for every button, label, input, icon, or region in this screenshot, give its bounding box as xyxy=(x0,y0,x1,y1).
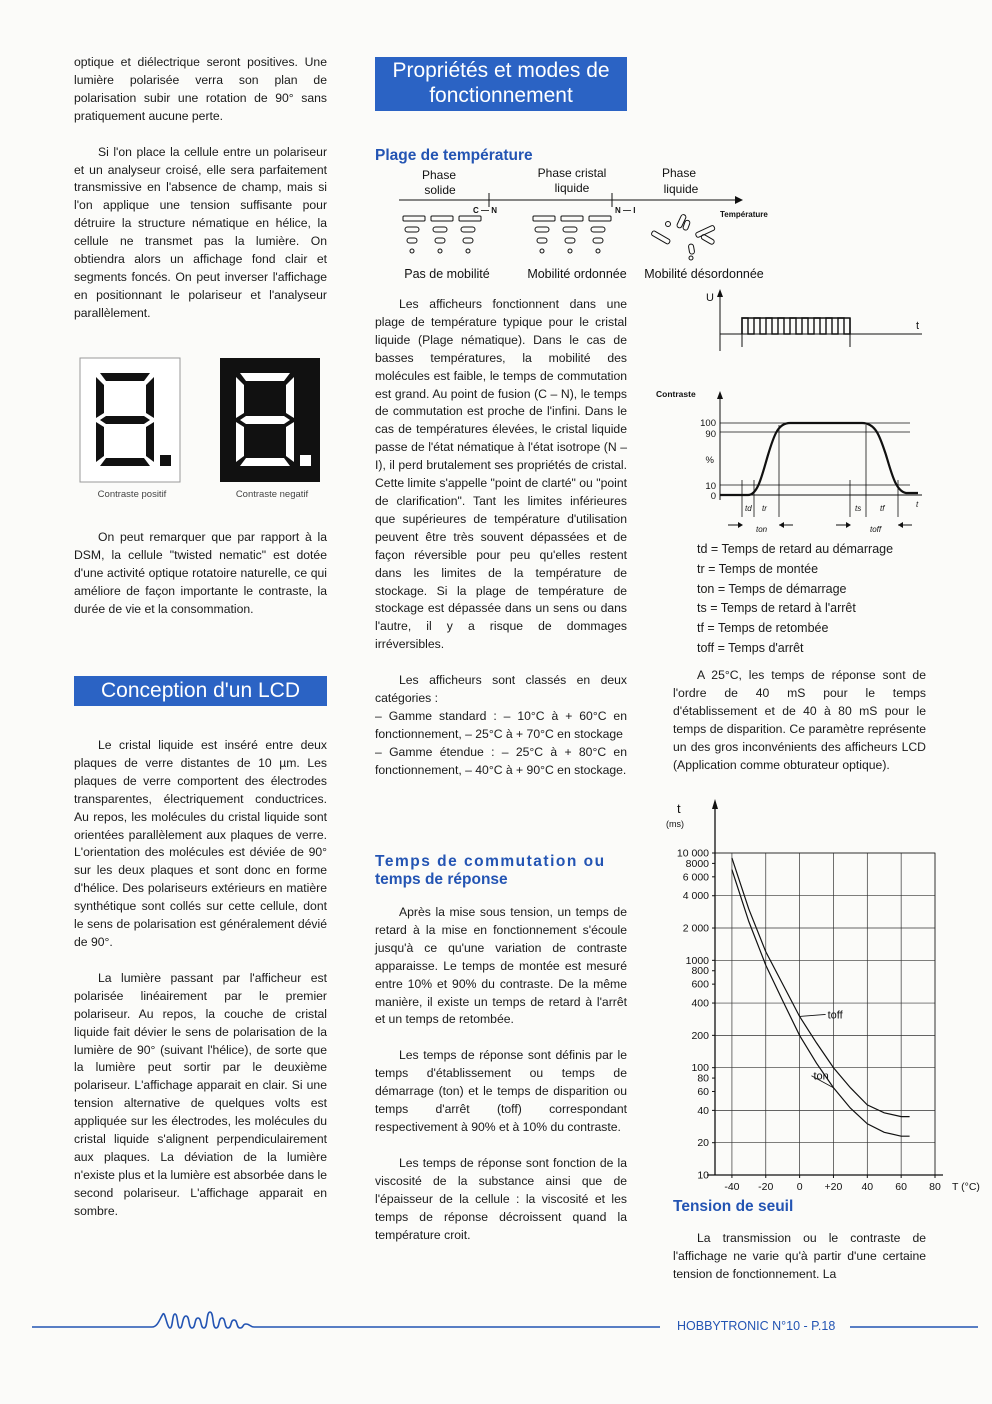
u-axis-arrow xyxy=(717,289,723,297)
y-tick-label: 8000 xyxy=(685,857,709,870)
x-tick-label: 60 xyxy=(895,1181,907,1193)
tf-label: tf xyxy=(880,504,885,513)
right-column-text-2 xyxy=(673,1230,926,1302)
paragraph: Le cristal liquide est inséré entre deux plaques de verre distantes de 10 µm. Les plaques de verre comportent des électrodes transparentes, électriquement conductrices. Au repos, les molécules du cristal liquide sont orientées parallèlement aux plaques de verre. L'orientation des molécules est déviée de 90° sur les deux plaques et sont donc en forme d'hélice. Des polariseurs extérieurs en matière synthétique sont collés sur cette cellule, dont le sens de polarisation est généralement dévié de 90°. xyxy=(74,738,327,949)
mobility-ordered-label: Mobilité ordonnée xyxy=(527,267,627,281)
phase-liquid-label: Phase xyxy=(661,166,697,180)
middle-column-text-2 xyxy=(375,904,627,1262)
paragraph: Les temps de réponse sont fonction de la viscosité de la substance ainsi que de l'épaisseur de la cellule : la viscosité et les temps de réponse décroissent quand la température croit. xyxy=(375,1155,627,1242)
y-tick-label: 6 000 xyxy=(682,871,709,884)
ts-label: ts xyxy=(855,504,862,513)
seven-segment-illustration xyxy=(78,356,332,506)
contrast-curve xyxy=(720,423,918,495)
arrow-head xyxy=(779,522,784,528)
timing-diagram xyxy=(650,285,940,541)
td-label: td xyxy=(745,504,752,513)
footer-page-label: HOBBYTRONIC N°10 - P.18 xyxy=(677,1319,836,1333)
crystal-molecules xyxy=(533,216,611,253)
y-axis-arrow xyxy=(712,799,718,809)
legend-item: td = Temps de retard au démarrage xyxy=(697,542,894,556)
liquid-molecules xyxy=(651,214,715,260)
t-end-label: t xyxy=(916,500,919,509)
y-tick-90: 90 xyxy=(705,429,716,440)
range-standard: – Gamme standard : – 10°C à + 60°C en fonctionnement, – 25°C à + 70°C en stockage xyxy=(375,708,627,741)
left-column xyxy=(74,54,327,341)
paragraph: Les afficheurs sont classés en deux catégories : xyxy=(375,673,627,706)
ton-label: ton xyxy=(756,525,768,534)
cn-label: C — N xyxy=(473,206,497,215)
x-tick-label: -40 xyxy=(724,1181,740,1193)
plot-frame xyxy=(715,853,935,1175)
legend-item: ts = Temps de retard à l'arrêt xyxy=(697,601,856,615)
legend-item: ton = Temps de démarrage xyxy=(697,582,847,596)
t-axis-label: t xyxy=(916,320,920,332)
series-label-ton: ton xyxy=(813,1070,829,1083)
subheading-line1: Temps de commutation ou xyxy=(375,853,606,870)
paragraph: La lumière passant par l'afficheur est polarisée linéairement par le premier polariseur. Au repos, la couche de cristal liquide fait dévier le sens de polarisation de la lumière de 90° (suivant l'hélice), de sorte que la lumière peut sortir par le deuxième polariseur. L'affichage apparait en clair. Si une tension alternative de quelques volts est appliquée sur les électrodes, les molécules du cristal liquide s'alignent perpendiculairement aux plaques. La déviation de la lumière n'existe plus et la lumière est absorbée dans le second polariseur. L'affichage apparait en sombre. xyxy=(74,970,327,1218)
phase-liquid-label: liquide xyxy=(663,182,699,196)
paragraph: optique et diélectrique seront positives. Une lumière polarisée verra son plan de polarisation subir une rotation de 90° sans pratiquement aucune perte. xyxy=(74,55,327,123)
phase-crystal-label: Phase cristal xyxy=(537,166,607,180)
section-banner-conception xyxy=(74,676,327,706)
phase-diagram xyxy=(395,165,795,285)
y-tick-label: 40 xyxy=(697,1104,709,1117)
response-time-chart xyxy=(650,795,990,1195)
y-tick-label: 200 xyxy=(691,1029,709,1042)
toff-label: toff xyxy=(870,525,882,534)
right-column-text xyxy=(673,667,926,792)
subheading-tension-seuil: Tension de seuil xyxy=(673,1198,794,1215)
paragraph: La transmission ou le contraste de l'affichage ne varie qu'à partir d'une certaine tension de fonctionnement. La xyxy=(673,1231,926,1281)
y-tick-10: 10 xyxy=(705,481,716,492)
caption-negative: Contraste negatif xyxy=(235,489,309,500)
paragraph: Les afficheurs fonctionnent dans une plage de température typique pour le cristal liquide (Plage nématique). Dans le cas de basses températures, la mobilité des molécules est faible, le temps de commutation est grand. Au point de fusion (C – N), le temps de commutation est proche de l'infini. Dans le cas de températures élevées, le cristal liquide passe de l'état nématique à l'état isotrope (N – I), il perd brutalement ses propriétés de cristal. Cette limite s'appelle "point de clarté" ou "point de clarification". Tant les limites inférieures que supérieures de température d'utilisation peuvent être très souvent dépassées et de façon réversible pour peu qu'elles restent dans les limites de la température de stockage. Si la plage de température de stockage est dépassée dans un sens ou dans l'autre, il y a risque de dommages irréversibles. xyxy=(375,297,627,652)
middle-column-text xyxy=(375,296,627,798)
range-extended: – Gamme étendue : – 25°C à + 80°C en fonctionnement, – 40°C à + 90°C en stockage. xyxy=(375,744,627,777)
chart-series xyxy=(732,858,910,1136)
axis-arrow xyxy=(735,196,743,204)
paragraph: Si l'on place la cellule entre un polariseur et un analyseur croisé, elle sera parfaitement transmissive en l'absence de champ, mais si l'on applique une tension suffisante pour détruire la structure nématique en hélice, la cellule ne transmet pas la lumière. On obtiendra alors un affichage fond clair et segments foncés. On peut inverser l'affichage en positionnant le polariseur et l'analyseur parallèlement. xyxy=(74,144,327,320)
chart-axes xyxy=(707,799,943,1175)
series-leader-toff xyxy=(800,1014,826,1016)
arrow-head xyxy=(846,522,851,528)
y-tick-label: 2 000 xyxy=(682,922,709,935)
y-tick-label: 1000 xyxy=(685,954,709,967)
mobility-none-label: Pas de mobilité xyxy=(404,267,490,281)
y-tick-label: 800 xyxy=(691,965,709,978)
footer-rule xyxy=(30,1306,980,1336)
mobility-disordered-label: Mobilité désordonnée xyxy=(644,267,764,281)
y-tick-label: 600 xyxy=(691,978,709,991)
left-column-conception xyxy=(74,737,327,1239)
y-tick-label: 10 000 xyxy=(676,847,709,860)
y-tick-label: 400 xyxy=(691,997,709,1010)
x-tick-label: 40 xyxy=(861,1181,874,1193)
temperature-label: Température xyxy=(720,210,768,219)
y-tick-label: 20 xyxy=(697,1137,709,1150)
solid-molecules xyxy=(403,216,481,253)
squiggle-decoration xyxy=(32,1312,660,1328)
ni-label: N — I xyxy=(615,206,636,215)
x-tick-label: +20 xyxy=(824,1181,843,1193)
y-tick-label: 10 xyxy=(697,1169,709,1182)
y-tick-pct: % xyxy=(705,455,714,466)
subheading-line2: temps de réponse xyxy=(375,871,508,888)
y-tick-100: 100 xyxy=(700,418,716,429)
y-tick-0: 0 xyxy=(710,491,716,502)
left-column-lower xyxy=(74,529,327,637)
legend-item: tr = Temps de montée xyxy=(697,562,819,576)
paragraph: Les temps de réponse sont définis par le temps d'établissement ou temps de démarrage (ton) et le temps de disparition ou temps d'arrêt (toff) correspondant respectivement à 90% et à 10% du contraste. xyxy=(375,1048,627,1134)
paragraph: Après la mise sous tension, un temps de retard à la mise en fonctionnement s'écoule jusqu'à ce qu'une variation de contraste apparaisse. Le temps de montée est mesuré entre 10% et 90% du contraste. De la même manière, il existe un temps de retard à l'arrêt et un temps de retombée. xyxy=(375,905,627,1027)
y-tick-label: 80 xyxy=(697,1072,709,1085)
banner-text-line1: Propriétés et modes de xyxy=(392,59,610,82)
voltage-pulses xyxy=(742,318,850,334)
phase-solid-label: Phase xyxy=(421,168,457,182)
tr-label: tr xyxy=(762,504,767,513)
chart-grid xyxy=(715,853,935,1175)
x-axis-label: T (°C) xyxy=(952,1181,980,1193)
y-tick-label: 4 000 xyxy=(682,890,709,903)
arrow-head xyxy=(738,522,743,528)
y-tick-label: 100 xyxy=(691,1062,709,1075)
arrow-head xyxy=(898,522,903,528)
u-axis-label: U xyxy=(706,292,714,304)
phase-solid-label: solide xyxy=(424,183,456,197)
x-tick-label: -20 xyxy=(758,1181,774,1193)
x-tick-label: 80 xyxy=(929,1181,941,1193)
section-banner-proprietes xyxy=(375,57,627,111)
legend-item: toff = Temps d'arrêt xyxy=(697,641,804,655)
y-tick-label: 60 xyxy=(697,1085,709,1098)
contrast-axis-arrow xyxy=(717,391,723,399)
legend-item: tf = Temps de retombée xyxy=(697,621,829,635)
phase-crystal-label: liquide xyxy=(554,181,590,195)
contraste-label: Contraste xyxy=(656,389,696,399)
x-tick-label: 0 xyxy=(796,1181,803,1193)
caption-positive: Contraste positif xyxy=(97,489,167,500)
y-axis-label: t xyxy=(677,801,681,816)
subheading-plage-temperature: Plage de température xyxy=(375,147,533,164)
y-axis-unit: (ms) xyxy=(666,819,684,829)
banner-text-line2: fonctionnement xyxy=(429,84,573,107)
series-label-toff: toff xyxy=(827,1009,843,1022)
banner-text: Conception d'un LCD xyxy=(101,679,300,702)
paragraph: A 25°C, les temps de réponse sont de l'ordre de 40 mS pour le temps d'établissement et de 40 à 80 mS pour le temps de disparition. Ce paramètre représente un des gros inconvénients des afficheurs LCD (Application comme obturateur optique). xyxy=(673,668,926,772)
subheading-temps-commutation xyxy=(375,853,627,889)
paragraph: On peut remarquer que par rapport à la DSM, la cellule "twisted nematic" est dotée d'une activité optique rotatoire naturelle, ce qui améliore de façon importante le contraste, la durée de vie et la consommation. xyxy=(74,530,327,616)
